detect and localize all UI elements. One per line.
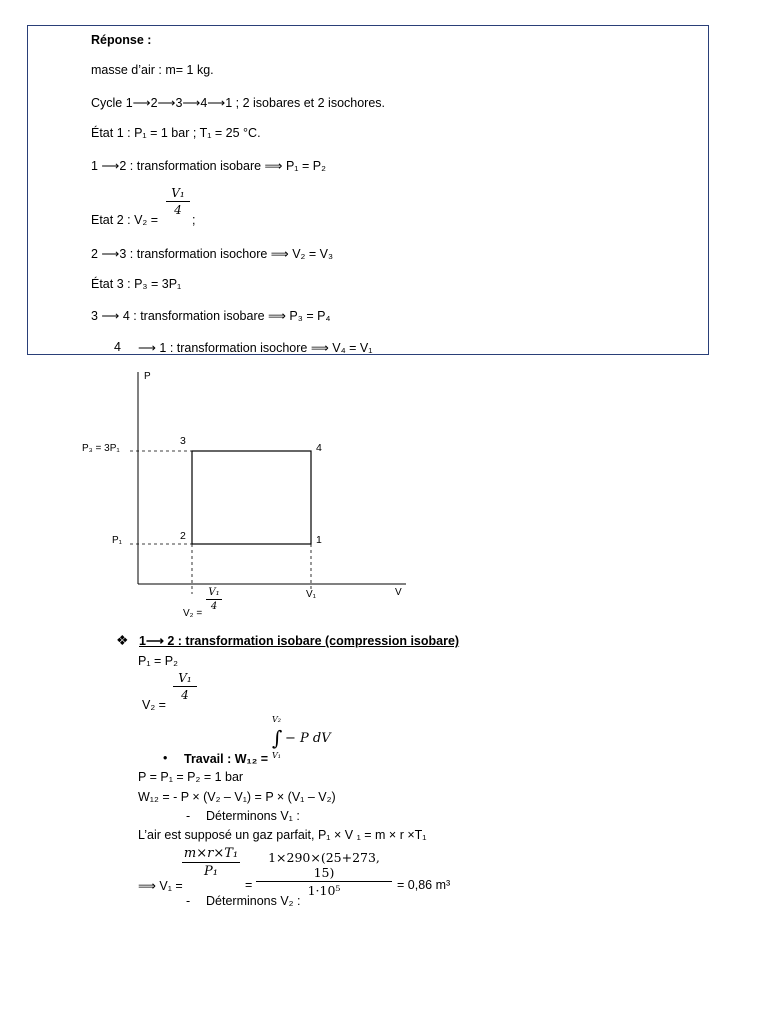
work-expression: W₁₂ = - P × (V₂ – V₁) = P × (V₁ – V₂) [138, 790, 336, 804]
v1-prefix: ⟹ V₁ = [138, 879, 183, 893]
v1-label: V₁ [306, 589, 317, 600]
fraction-bar [256, 881, 392, 882]
p1-label: P₁ [112, 535, 123, 546]
state2-suffix: ; [192, 213, 196, 227]
integrand: − P dV [285, 731, 331, 746]
p3-label: P₃ = 3P₁ [82, 443, 120, 454]
transformation-23-line: 2 ⟶3 : transformation isochore ⟹ V₂ = V₃ [91, 247, 334, 261]
transformation-41-number: 4 [114, 340, 121, 354]
mass-line: masse d’air : m= 1 kg. [91, 63, 214, 77]
x-axis-label: V [395, 587, 402, 598]
pressure-value: P = P₁ = P₂ = 1 bar [138, 770, 244, 784]
state2-fraction-numerator: V₁ [171, 186, 185, 200]
point-1-label: 1 [316, 534, 322, 546]
section-bullet: ❖ [116, 632, 129, 648]
cycle-rectangle [192, 451, 311, 544]
transformation-41-line: ⟶ 1 : transformation isochore ⟹ V₄ = V₁ [138, 341, 373, 355]
v2-diagram-fraction [206, 587, 222, 612]
point-3-label: 3 [180, 435, 186, 447]
answer-title: Réponse : [91, 33, 152, 47]
v1-numeric-numerator: 1×290×(25+273, 15) [268, 850, 380, 880]
fraction-bar [182, 862, 240, 863]
v2-diagram-denominator: 4 [210, 601, 218, 612]
v2-fraction-denominator: 4 [181, 688, 189, 702]
fraction-bar [173, 686, 197, 687]
cycle-line: Cycle 1⟶2⟶3⟶4⟶1 ; 2 isobares et 2 isochores. [91, 96, 386, 110]
transformation-12-line: 1 ⟶2 : transformation isobare ⟹ P₁ = P₂ [91, 159, 326, 173]
v2-prefix: V₂ = [142, 698, 166, 712]
work-label: Travail : W₁₂ = [184, 752, 269, 766]
v2-diagram-numerator: V₁ [208, 587, 220, 598]
ideal-gas-line: L’air est supposé un gaz parfait, P₁ × V ₁ = m × r ×T₁ [138, 828, 427, 842]
state3-line: État 3 : P₃ = 3P₁ [91, 277, 182, 291]
y-axis-label: P [144, 371, 151, 382]
determine-v1: Déterminons V₁ : [206, 809, 300, 823]
v2-fraction [173, 671, 197, 702]
equals-sign: = [245, 878, 253, 892]
dash-marker: - [186, 894, 191, 908]
v1-formula-fraction [182, 846, 240, 879]
point-4-label: 4 [316, 442, 322, 454]
v1-formula-numerator: m×r×T₁ [183, 846, 239, 861]
state2-fraction-denominator: 4 [174, 203, 182, 217]
point-2-label: 2 [180, 530, 186, 542]
v2-label: V₂ = [183, 608, 203, 619]
integral-upper-bound: V₂ [272, 715, 281, 724]
v1-result: = 0,86 m³ [397, 878, 451, 892]
state1-line: État 1 : P₁ = 1 bar ; T₁ = 25 °C. [91, 126, 261, 140]
v2-fraction-numerator: V₁ [178, 671, 192, 685]
dash-marker: - [186, 809, 191, 823]
determine-v2: Déterminons V₂ : [206, 894, 301, 908]
fraction-bar [206, 599, 222, 600]
v1-numeric-denominator: 1·10⁵ [307, 883, 341, 898]
integral-sign: ∫ [272, 726, 283, 750]
v1-numeric-fraction [256, 850, 392, 898]
transformation-34-line: 3 ⟶ 4 : transformation isobare ⟹ P₃ = P₄ [91, 309, 331, 323]
state2-prefix: Etat 2 : V₂ = [91, 213, 159, 227]
p-equality: P₁ = P₂ [138, 654, 178, 668]
integral-lower-bound: V₁ [272, 751, 281, 760]
work-bullet: • [163, 751, 168, 765]
v1-formula-denominator: P₁ [204, 864, 218, 879]
section-heading: 1⟶ 2 : transformation isobare (compression isobare) [139, 634, 460, 648]
